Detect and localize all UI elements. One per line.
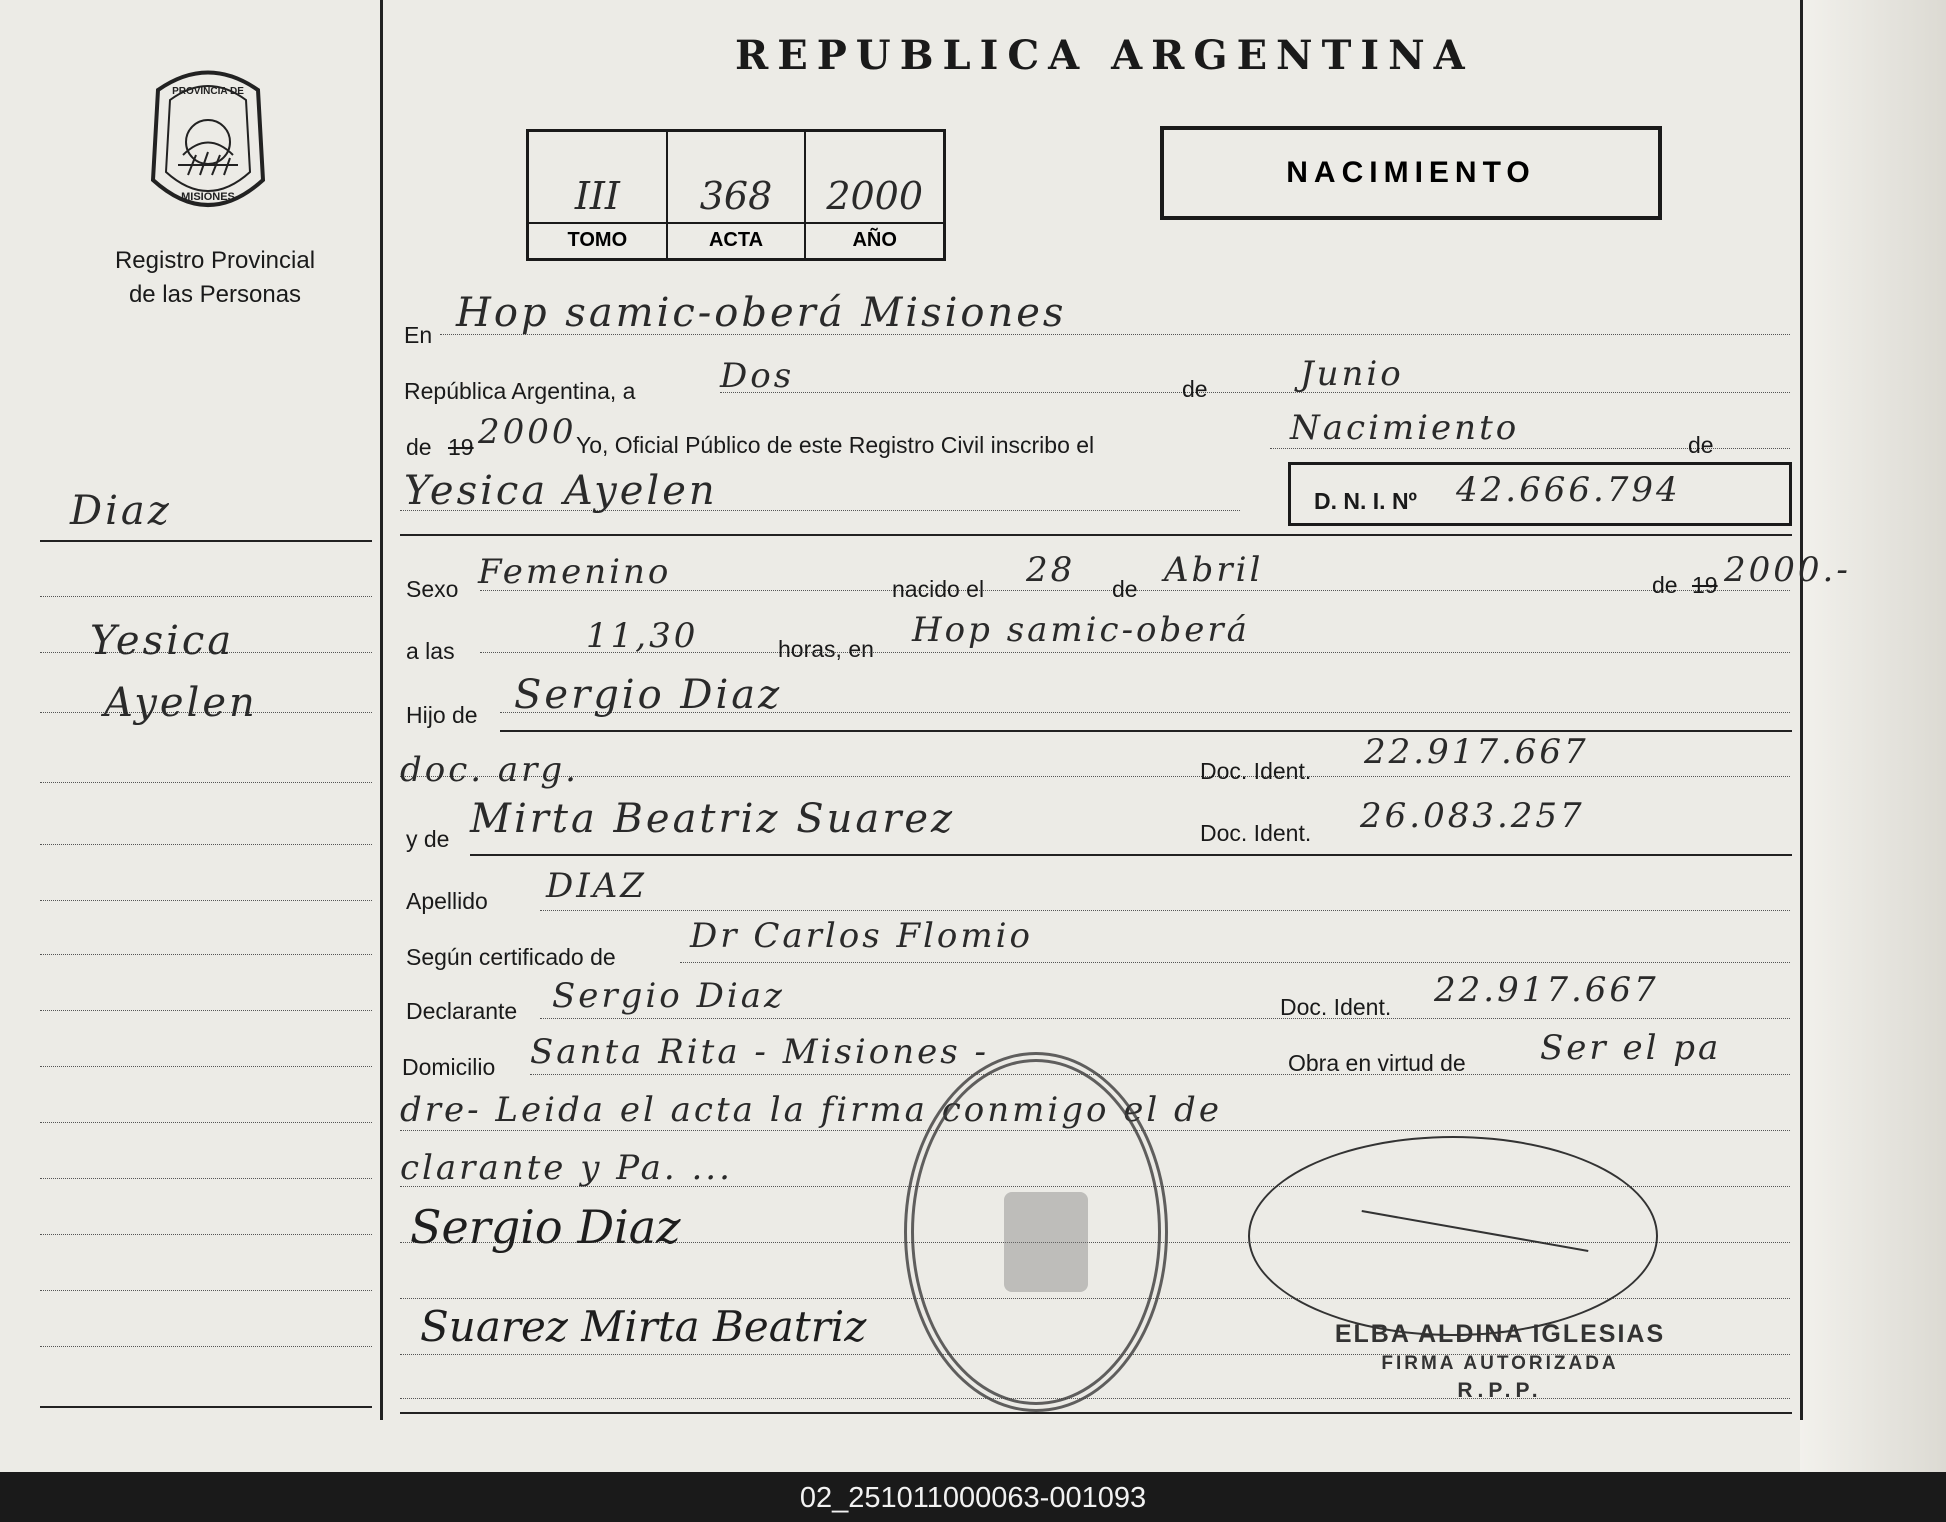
misiones-seal-icon (138, 60, 278, 220)
tomo-label: TOMO (567, 229, 628, 251)
label-dni: D. N. I. Nº (1314, 488, 1417, 514)
act-type-label: NACIMIENTO (1286, 156, 1536, 189)
acta-cell (668, 132, 807, 258)
birth-year: 2000.- (1724, 550, 1851, 590)
act-closing-line-1: dre- Leida el acta la firma conmigo el de (400, 1090, 1222, 1130)
right-border (1800, 0, 1803, 1420)
father-name: Sergio Diaz (514, 672, 783, 718)
label-doc-ident: Doc. Ident. (1200, 758, 1312, 784)
sidebar-surname: Diaz (70, 488, 172, 534)
label-hijo-de: Hijo de (406, 702, 478, 728)
act-closing-line-2: clarante y Pa. ... (400, 1148, 733, 1188)
registration-day: Dos (720, 356, 795, 396)
mother-signature: Suarez Mirta Beatriz (420, 1302, 867, 1351)
label-domicilio: Domicilio (402, 1054, 496, 1080)
declarant-name: Sergio Diaz (552, 976, 785, 1016)
authorized-signature-block (1300, 1320, 1700, 1403)
official-name: ELBA ALDINA IGLESIAS (1334, 1320, 1666, 1348)
father-nationality: doc. arg. (400, 750, 579, 790)
form-rule (470, 854, 1792, 856)
label-y-de: y de (406, 826, 450, 852)
form-line (530, 1074, 1790, 1075)
sidebar-line (40, 844, 372, 845)
sidebar-line (40, 1234, 372, 1235)
form-line (720, 392, 1790, 393)
certifying-doctor: Dr Carlos Flomio (690, 916, 1033, 956)
registration-month: Junio (1300, 354, 1404, 394)
act-type-box (1160, 126, 1662, 220)
label-republica: República Argentina, a (404, 378, 636, 404)
mother-doc: 26.083.257 (1360, 796, 1585, 836)
child-given-names: Yesica Ayelen (404, 468, 718, 514)
label-apellido: Apellido (406, 888, 488, 914)
struck-century: 19 (448, 434, 474, 460)
label-a-las: a las (406, 638, 455, 664)
form-rule (500, 730, 1792, 732)
acta-label: ACTA (708, 229, 764, 251)
registry-line-1: Registro Provincial (114, 247, 316, 274)
label-obra-en-virtud: Obra en virtud de (1288, 1050, 1466, 1076)
acta-value: 368 (668, 174, 805, 224)
declarant-capacity: Ser el pa (1540, 1028, 1722, 1068)
label-en: En (404, 322, 433, 348)
form-line (540, 910, 1790, 911)
registry-name (80, 244, 350, 312)
document-title: REPUBLICA ARGENTINA (735, 32, 1474, 79)
birth-place: Hop samic-oberá Misiones (456, 290, 1067, 336)
act-kind: Nacimiento (1290, 408, 1520, 448)
sidebar-line (40, 596, 372, 597)
birth-location: Hop samic-oberá (912, 610, 1250, 650)
official-title: FIRMA AUTORIZADA (1381, 1353, 1619, 1374)
form-line (400, 776, 1790, 777)
label-horas: horas, en (778, 636, 874, 662)
sidebar-given-1: Yesica (90, 618, 235, 664)
declarant-address: Santa Rita - Misiones - (530, 1032, 989, 1072)
record-number-table (526, 129, 946, 261)
sidebar-line (40, 782, 372, 783)
image-caption: 02_251011000063-001093 (799, 1482, 1147, 1514)
label-segun-certificado: Según certificado de (406, 944, 616, 970)
struck-century: 19 (1692, 572, 1718, 598)
official-office: R.P.P. (1457, 1379, 1543, 1402)
form-line (540, 1018, 1790, 1019)
sidebar-rule (40, 540, 372, 542)
label-de: de (406, 434, 432, 460)
signature-oval (1248, 1136, 1658, 1336)
anio-cell (806, 132, 943, 258)
sidebar-line (40, 1178, 372, 1179)
anio-label: AÑO (852, 229, 897, 251)
label-oficial: Yo, Oficial Público de este Registro Civil inscribo el (576, 432, 1095, 458)
birth-time: 11,30 (586, 616, 699, 656)
anio-value: 2000 (806, 174, 943, 224)
label-de: de (1182, 376, 1208, 402)
registration-year: 2000 (478, 412, 577, 452)
label-nacido: nacido el (892, 576, 985, 602)
mother-name: Mirta Beatriz Suarez (470, 796, 956, 842)
label-de: de (1112, 576, 1138, 602)
left-divider (380, 0, 383, 1420)
official-stamp (904, 1052, 1168, 1412)
sidebar-line (40, 954, 372, 955)
label-declarante: Declarante (406, 998, 518, 1024)
sidebar-line (40, 1066, 372, 1067)
seal-top-text: PROVINCIA DE (172, 86, 244, 97)
form-bottom-rule (400, 1412, 1792, 1414)
registry-line-2: de las Personas (128, 281, 302, 308)
sidebar-line (40, 1010, 372, 1011)
father-doc: 22.917.667 (1364, 732, 1589, 772)
sidebar-given-2: Ayelen (104, 680, 258, 726)
form-line (680, 962, 1790, 963)
label-sexo: Sexo (406, 576, 459, 602)
child-sex: Femenino (478, 552, 672, 592)
sidebar-bottom-rule (40, 1406, 372, 1408)
label-doc-ident: Doc. Ident. (1280, 994, 1392, 1020)
sidebar-line (40, 1346, 372, 1347)
form-rule (400, 534, 1792, 536)
label-de: de (1652, 572, 1678, 598)
birth-day: 28 (1026, 550, 1076, 590)
label-de: de (1688, 432, 1714, 458)
tomo-value: III (529, 174, 666, 224)
child-surname: DIAZ (546, 866, 647, 906)
book-spine (1800, 0, 1946, 1472)
seal-bottom-text: MISIONES (181, 191, 235, 203)
sidebar-line (40, 900, 372, 901)
birth-month: Abril (1164, 550, 1264, 590)
declarant-doc: 22.917.667 (1434, 970, 1659, 1010)
label-doc-ident: Doc. Ident. (1200, 820, 1312, 846)
child-dni: 42.666.794 (1456, 470, 1681, 510)
declarant-signature: Sergio Diaz (410, 1200, 681, 1254)
stamp-emblem (1004, 1192, 1088, 1292)
sidebar-line (40, 1290, 372, 1291)
sidebar-line (40, 1122, 372, 1123)
tomo-cell (529, 132, 668, 258)
